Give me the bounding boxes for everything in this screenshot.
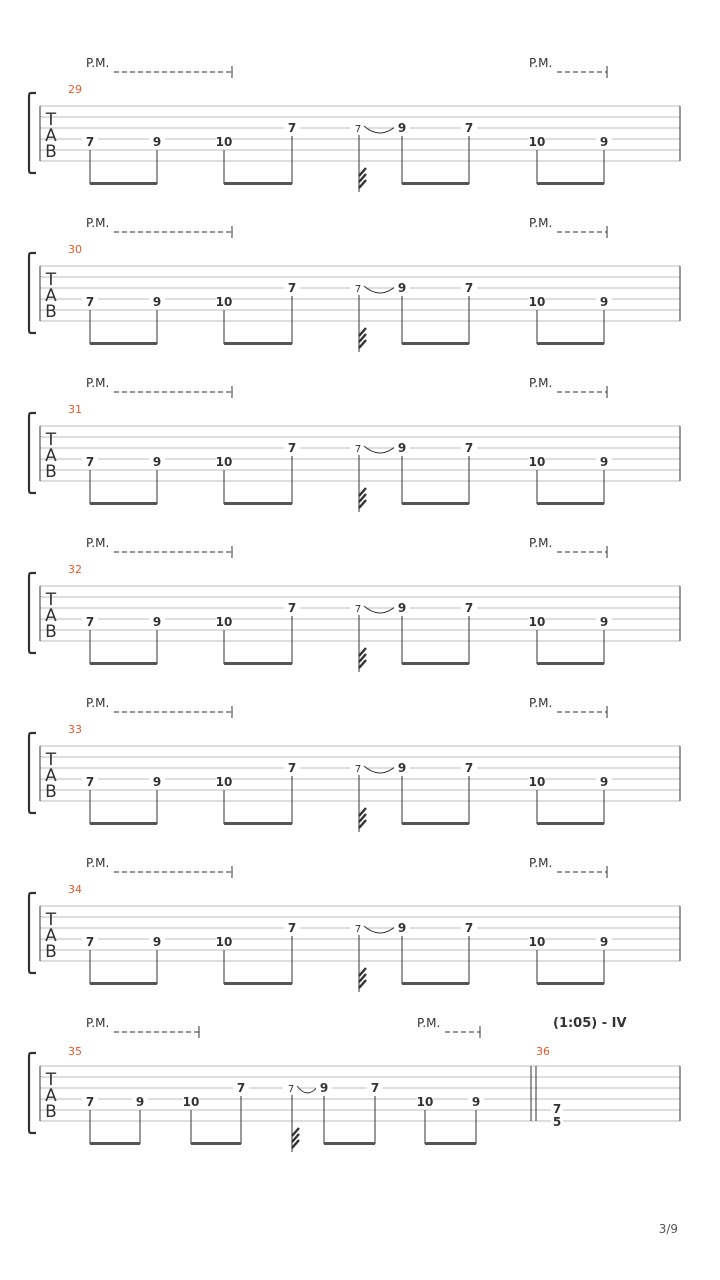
fret-number: 9	[397, 921, 407, 935]
system-bracket	[29, 573, 36, 653]
beam	[402, 662, 469, 665]
fret-number: 7	[464, 281, 474, 295]
palm-mute-label: P.M.	[86, 696, 110, 710]
fret-number: 10	[215, 935, 233, 949]
tab-system-final	[29, 1016, 680, 1152]
measure-number: 36	[536, 1045, 550, 1058]
palm-mute-label: P.M.	[417, 1016, 441, 1030]
palm-mute-label: P.M.	[86, 56, 110, 70]
fret-number: 7	[464, 441, 474, 455]
measure-number: 30	[68, 243, 82, 256]
fret-number: 7	[85, 935, 95, 949]
fret-number: 10	[528, 615, 546, 629]
fret-number: 10	[528, 295, 546, 309]
tab-clef-a: A	[45, 766, 57, 786]
tab-clef-b: B	[45, 302, 57, 322]
beam	[537, 342, 604, 345]
fret-number: 9	[471, 1095, 481, 1109]
beam	[224, 822, 292, 825]
palm-mute-label: P.M.	[86, 856, 110, 870]
tab-system	[29, 56, 680, 192]
palm-mute-label: P.M.	[529, 856, 553, 870]
tab-clef-a: A	[45, 926, 57, 946]
fret-number: 9	[135, 1095, 145, 1109]
fret-number: 7	[287, 601, 297, 615]
fret-number: 7	[85, 295, 95, 309]
fret-number: 9	[397, 601, 407, 615]
palm-mute-label: P.M.	[86, 536, 110, 550]
beam	[224, 342, 292, 345]
beam	[90, 822, 157, 825]
system-bracket	[29, 253, 36, 333]
fret-number: 7	[464, 601, 474, 615]
fret-number: 7	[85, 455, 95, 469]
fret-number: 7	[85, 775, 95, 789]
tab-system	[29, 376, 680, 512]
fret-number: 9	[152, 615, 162, 629]
tab-clef-b: B	[45, 462, 57, 482]
fret-number: 10	[215, 295, 233, 309]
fret-number: 9	[599, 455, 609, 469]
grace-note-fret: 7	[354, 124, 362, 135]
beam	[402, 982, 469, 985]
beam	[90, 182, 157, 185]
palm-mute-label: P.M.	[529, 376, 553, 390]
beam	[537, 662, 604, 665]
measure-number: 31	[68, 403, 82, 416]
beam	[537, 982, 604, 985]
beam	[402, 342, 469, 345]
palm-mute-label: P.M.	[529, 696, 553, 710]
fret-number: 7	[287, 281, 297, 295]
page-number: 3/9	[658, 1222, 678, 1236]
grace-note-fret: 7	[287, 1084, 295, 1095]
grace-note-fret: 7	[354, 284, 362, 295]
fret-number: 9	[319, 1081, 329, 1095]
tab-clef-t: T	[45, 1070, 57, 1090]
tab-system	[29, 216, 680, 352]
measure-number: 33	[68, 723, 82, 736]
measure-number: 32	[68, 563, 82, 576]
tab-system	[29, 696, 680, 832]
tab-clef-b: B	[45, 622, 57, 642]
fret-number: 7	[287, 121, 297, 135]
beam	[425, 1142, 476, 1145]
fret-number: 9	[152, 135, 162, 149]
slur	[364, 286, 396, 293]
grace-note-fret: 7	[354, 924, 362, 935]
fret-number: 7	[236, 1081, 246, 1095]
beam	[90, 982, 157, 985]
slur	[364, 446, 396, 453]
fret-number: 9	[397, 441, 407, 455]
system-bracket	[29, 1053, 36, 1133]
grace-note-fret: 7	[354, 444, 362, 455]
slur	[297, 1086, 318, 1093]
section-marker: (1:05) - IV	[553, 1016, 627, 1031]
system-bracket	[29, 733, 36, 813]
tab-clef-a: A	[45, 126, 57, 146]
fret-number: 10	[182, 1095, 200, 1109]
fret-number: 9	[397, 761, 407, 775]
palm-mute-label: P.M.	[86, 376, 110, 390]
tab-clef-a: A	[45, 1086, 57, 1106]
chord-fret: 5	[552, 1115, 562, 1129]
fret-number: 7	[287, 761, 297, 775]
beam	[537, 502, 604, 505]
tab-clef-t: T	[45, 750, 57, 770]
fret-number: 9	[599, 615, 609, 629]
fret-number: 10	[528, 135, 546, 149]
system-bracket	[29, 893, 36, 973]
palm-mute-label: P.M.	[529, 216, 553, 230]
tab-clef-t: T	[45, 270, 57, 290]
tab-system	[29, 856, 680, 992]
palm-mute-label: P.M.	[86, 216, 110, 230]
tab-clef-t: T	[45, 590, 57, 610]
fret-number: 9	[152, 455, 162, 469]
beam	[191, 1142, 241, 1145]
beam	[224, 502, 292, 505]
fret-number: 7	[464, 761, 474, 775]
beam	[324, 1142, 375, 1145]
beam	[537, 822, 604, 825]
beam	[224, 662, 292, 665]
system-bracket	[29, 413, 36, 493]
beam	[90, 662, 157, 665]
fret-number: 9	[397, 281, 407, 295]
tab-clef-a: A	[45, 286, 57, 306]
fret-number: 10	[528, 455, 546, 469]
fret-number: 7	[370, 1081, 380, 1095]
fret-number: 10	[215, 615, 233, 629]
beam	[402, 822, 469, 825]
fret-number: 7	[85, 135, 95, 149]
fret-number: 9	[599, 935, 609, 949]
fret-number: 9	[599, 295, 609, 309]
beam	[224, 182, 292, 185]
beam	[402, 502, 469, 505]
fret-number: 10	[528, 935, 546, 949]
tab-clef-t: T	[45, 910, 57, 930]
beam	[90, 342, 157, 345]
fret-number: 7	[85, 1095, 95, 1109]
tab-clef-t: T	[45, 430, 57, 450]
fret-number: 9	[397, 121, 407, 135]
slur	[364, 926, 396, 933]
tab-clef-a: A	[45, 446, 57, 466]
fret-number: 7	[464, 921, 474, 935]
beam	[90, 502, 157, 505]
measure-number: 34	[68, 883, 82, 896]
slur	[364, 766, 396, 773]
slur	[364, 126, 396, 133]
fret-number: 7	[287, 441, 297, 455]
tab-clef-b: B	[45, 142, 57, 162]
grace-note-fret: 7	[354, 764, 362, 775]
fret-number: 9	[152, 295, 162, 309]
palm-mute-label: P.M.	[529, 536, 553, 550]
slur	[364, 606, 396, 613]
fret-number: 7	[464, 121, 474, 135]
tab-clef-b: B	[45, 942, 57, 962]
fret-number: 10	[215, 135, 233, 149]
fret-number: 9	[152, 935, 162, 949]
fret-number: 9	[152, 775, 162, 789]
tab-clef-a: A	[45, 606, 57, 626]
fret-number: 10	[215, 455, 233, 469]
palm-mute-label: P.M.	[86, 1016, 110, 1030]
fret-number: 10	[215, 775, 233, 789]
fret-number: 10	[528, 775, 546, 789]
fret-number: 9	[599, 135, 609, 149]
tab-clef-t: T	[45, 110, 57, 130]
grace-note-fret: 7	[354, 604, 362, 615]
measure-number: 29	[68, 83, 82, 96]
fret-number: 9	[599, 775, 609, 789]
beam	[537, 182, 604, 185]
fret-number: 10	[416, 1095, 434, 1109]
tab-system	[29, 536, 680, 672]
system-bracket	[29, 93, 36, 173]
palm-mute-label: P.M.	[529, 56, 553, 70]
fret-number: 7	[85, 615, 95, 629]
tab-clef-b: B	[45, 782, 57, 802]
beam	[224, 982, 292, 985]
beam	[402, 182, 469, 185]
measure-number: 35	[68, 1045, 82, 1058]
beam	[90, 1142, 140, 1145]
chord-fret: 7	[552, 1102, 562, 1116]
fret-number: 7	[287, 921, 297, 935]
tab-clef-b: B	[45, 1102, 57, 1122]
